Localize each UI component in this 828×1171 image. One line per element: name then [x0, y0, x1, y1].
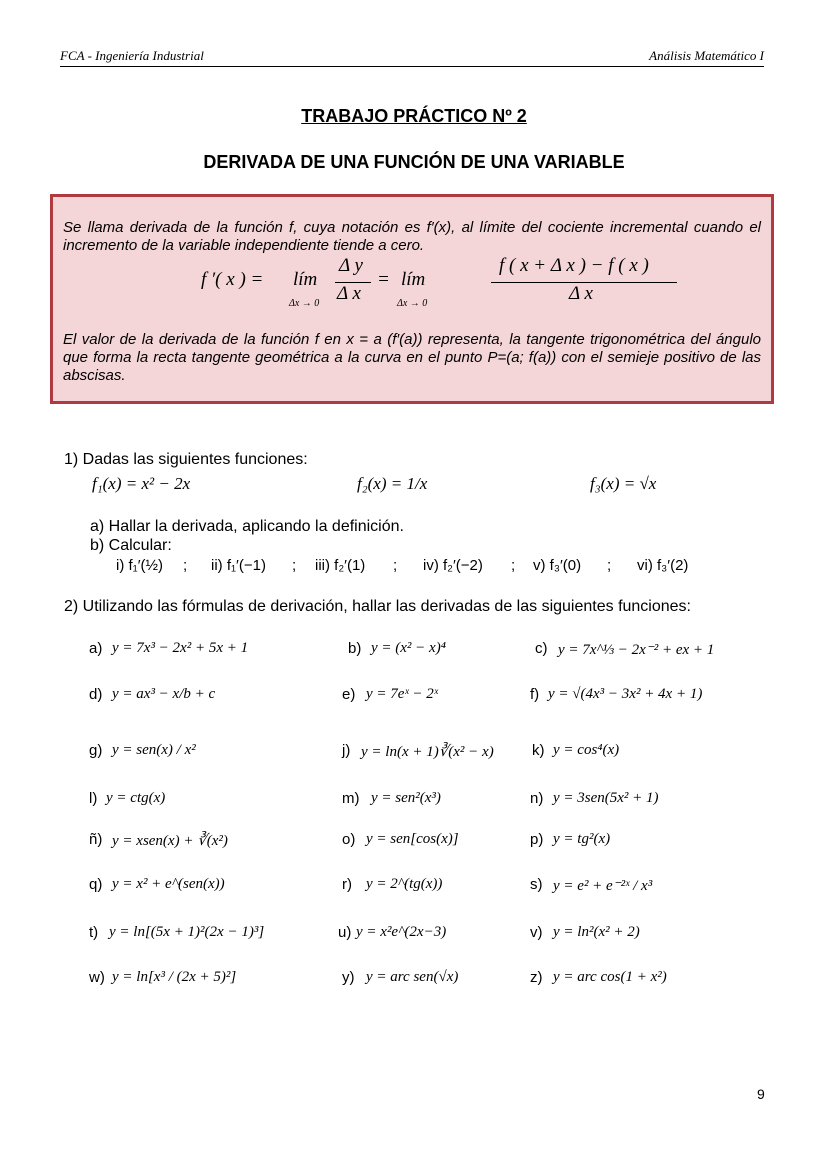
function-f1: f₁(x) = x² − 2x	[92, 474, 191, 493]
exercise-label: n)	[530, 790, 544, 807]
exercise-label: s)	[530, 876, 543, 893]
formula-equals: =	[377, 269, 390, 290]
page-header	[60, 48, 764, 67]
definition-interpretation: El valor de la derivada de la función f en x = a (f′(a)) representa, la tangente trigonométrica del ángulo que forma la recta tangente geométrica a la curva en el punto P=(a; f(a)) con el semieje positivo de las abscisas.	[63, 331, 761, 384]
calc-separator: ;	[607, 557, 612, 574]
exercise-expression: y = x² + e^(sen(x))	[112, 876, 225, 892]
exercise-expression: y = ln[(5x + 1)²(2x − 1)³]	[109, 924, 265, 940]
calc-item-vi: vi) f₃′(2)	[637, 557, 689, 574]
exercise-label: l)	[89, 790, 98, 807]
exercise-expression: y = ln²(x² + 2)	[553, 924, 640, 940]
definition-box	[50, 194, 774, 404]
exercise-expression: y = 3sen(5x² + 1)	[553, 790, 659, 806]
exercise-expression: y = arc sen(√x)	[366, 969, 459, 985]
function-f3: f₃(x) = √x	[590, 474, 657, 493]
calc-item-iv: iv) f₂′(−2)	[423, 557, 483, 574]
q1-part-a: a) Hallar la derivada, aplicando la definición.	[90, 518, 404, 535]
page-title-container	[0, 106, 828, 127]
exercise-label: u)	[338, 924, 352, 941]
exercise-label: d)	[89, 686, 103, 703]
exercise-expression: y = sen²(x³)	[371, 790, 441, 806]
exercise-expression: y = ln(x + 1)∛(x² − x)	[361, 744, 494, 760]
exercise-label: b)	[348, 640, 362, 657]
exercise-label: f)	[530, 686, 540, 703]
exercise-label: t)	[89, 924, 99, 941]
exercise-label: ñ)	[89, 831, 103, 848]
exercise-expression: y = ln[x³ / (2x + 5)²]	[112, 969, 237, 985]
exercise-expression: y = e² + e⁻²ˣ / x³	[553, 878, 653, 894]
exercise-label: o)	[342, 831, 356, 848]
exercise-label: m)	[342, 790, 360, 807]
exercise-label: e)	[342, 686, 356, 703]
exercise-expression: y = 7eˣ − 2ˣ	[366, 686, 439, 702]
exercise-label: w)	[89, 969, 105, 986]
exercise-expression: y = sen[cos(x)]	[366, 831, 459, 847]
formula-lim-sub-2: Δx → 0	[397, 298, 428, 309]
exercise-expression: y = xsen(x) + ∛(x²)	[112, 833, 228, 849]
exercise-expression: y = tg²(x)	[553, 831, 611, 847]
exercise-label: c)	[535, 640, 548, 657]
formula-lhs: f ′( x ) =	[201, 269, 264, 290]
calc-separator: ;	[292, 557, 297, 574]
exercise-expression: y = 7x³ − 2x² + 5x + 1	[112, 640, 249, 656]
function-f2: f₂(x) = 1/x	[357, 474, 428, 493]
exercise-expression: y = ctg(x)	[106, 790, 166, 806]
exercise-label: z)	[530, 969, 543, 986]
exercise-expression: y = 7x^⅓ − 2x⁻² + ex + 1	[558, 642, 715, 658]
formula-num-1: Δ y	[339, 255, 363, 276]
exercise-label: q)	[89, 876, 103, 893]
exercise-label: j)	[342, 742, 351, 759]
calc-separator: ;	[183, 557, 188, 574]
exercise-label: r)	[342, 876, 352, 893]
exercise-expression: y = sen(x) / x²	[112, 742, 196, 758]
exercise-expression: y = ax³ − x/b + c	[112, 686, 216, 702]
exercise-label: y)	[342, 969, 355, 986]
calc-separator: ;	[393, 557, 398, 574]
derivative-formula	[201, 255, 649, 313]
calc-item-ii: ii) f₁′(−1)	[211, 557, 266, 574]
exercise-expression: y = x²e^(2x−3)	[356, 924, 447, 940]
exercise-expression: y = arc cos(1 + x²)	[553, 969, 667, 985]
exercise-label: v)	[530, 924, 543, 941]
header-right: Análisis Matemático I	[649, 48, 764, 63]
exercise-label: p)	[530, 831, 544, 848]
exercise-expression: y = cos⁴(x)	[553, 742, 620, 758]
formula-lim-2: lím	[401, 269, 426, 290]
formula-lim-1: lím	[293, 269, 318, 290]
exercise-expression: y = (x² − x)⁴	[371, 640, 446, 656]
exercise-label: a)	[89, 640, 103, 657]
exercise-label: g)	[89, 742, 103, 759]
formula-lim-sub-1: Δx → 0	[289, 298, 320, 309]
formula-den-1: Δ x	[337, 283, 361, 304]
calc-item-i: i) f₁′(½)	[116, 557, 164, 574]
header-left: FCA - Ingeniería Industrial	[60, 48, 204, 63]
calc-item-iii: iii) f₂′(1)	[315, 557, 366, 574]
calc-separator: ;	[511, 557, 516, 574]
definition-text: Se llama derivada de la función f, cuya notación es f′(x), al límite del cociente incremental cuando el incremento de la variable independiente tiende a cero.	[63, 219, 761, 254]
q1-title: 1) Dadas las siguientes funciones:	[64, 451, 308, 468]
calc-item-v: v) f₃′(0)	[533, 557, 582, 574]
formula-num-2: f ( x + Δ x ) − f ( x )	[499, 255, 649, 276]
page-title: TRABAJO PRÁCTICO Nº 2	[301, 106, 527, 126]
q1-part-b: b) Calcular:	[90, 537, 172, 554]
exercise-expression: y = 2^(tg(x))	[366, 876, 443, 892]
q2-title: 2) Utilizando las fórmulas de derivación, hallar las derivadas de las siguientes funciones:	[64, 598, 691, 615]
page-number: 9	[757, 1086, 765, 1102]
formula-den-2: Δ x	[569, 283, 593, 304]
exercise-label: k)	[532, 742, 545, 759]
page-subtitle: DERIVADA DE UNA FUNCIÓN DE UNA VARIABLE	[203, 152, 625, 172]
exercise-expression: y = √(4x³ − 3x² + 4x + 1)	[548, 686, 703, 702]
